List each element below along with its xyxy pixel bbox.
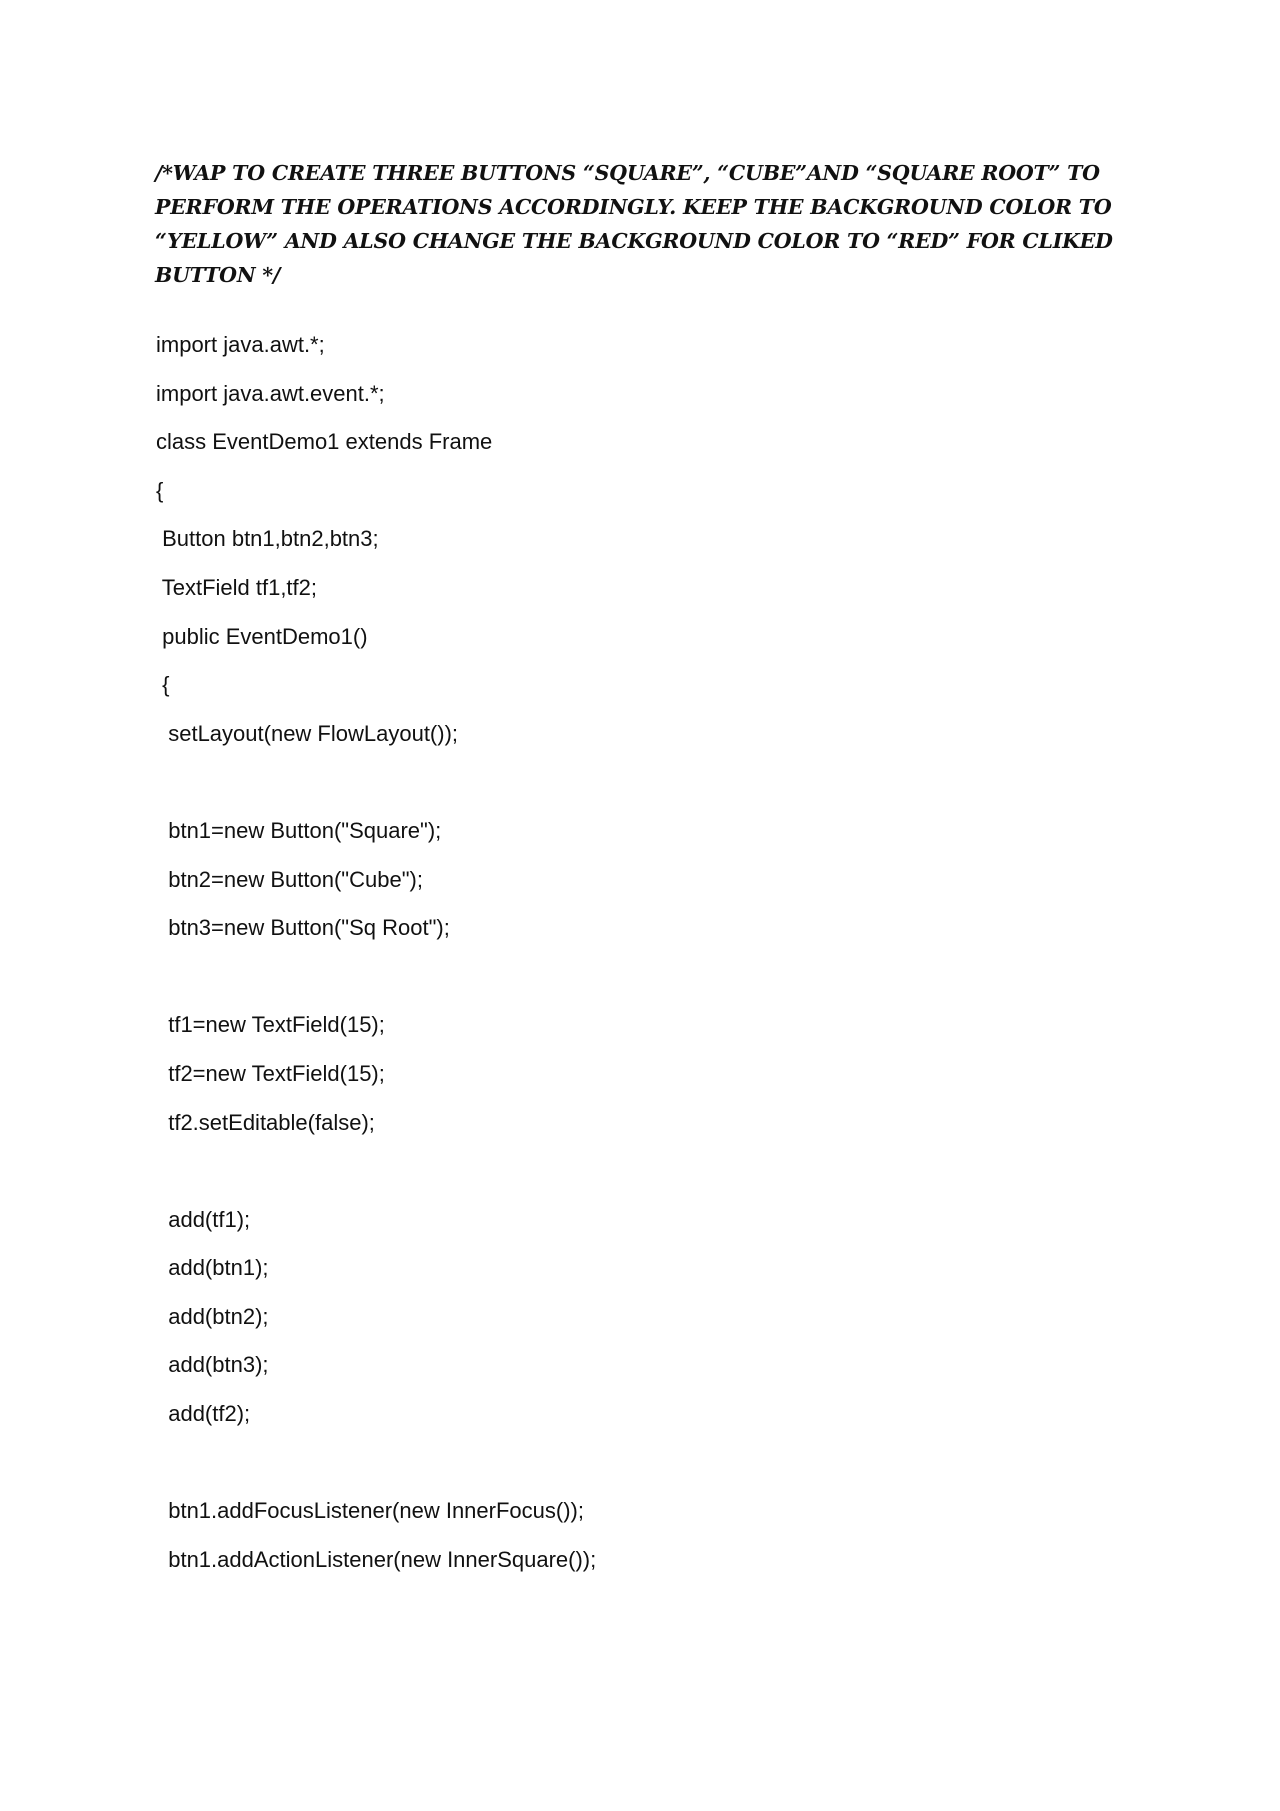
code-line: { <box>156 477 164 503</box>
code-line: add(btn1); <box>156 1255 269 1281</box>
code-line: TextField tf1,tf2; <box>156 574 318 600</box>
code-block <box>156 321 596 1584</box>
code-line: import java.awt.event.*; <box>156 380 385 406</box>
code-line: setLayout(new FlowLayout()); <box>156 720 459 746</box>
code-line: add(tf1); <box>156 1206 251 1232</box>
code-line: Button btn1,btn2,btn3; <box>156 526 379 552</box>
code-line: tf2.setEditable(false); <box>156 1109 375 1135</box>
code-line: add(btn3); <box>156 1352 269 1378</box>
program-heading: /*WAP TO CREATE THREE BUTTONS “SQUARE”, “CUBE”AND “SQUARE ROOT” TO PERFORM THE OPERATIONS ACCORDINGLY. KEEP THE BACKGROUND COLOR TO “YELLOW” AND ALSO CHANGE THE BACKGROUND COLOR TO “RED” FOR CLIKED BUTTON */ <box>155 161 1113 287</box>
code-line: import java.awt.*; <box>156 332 325 357</box>
code-line <box>156 1439 596 1488</box>
code-line: btn2=new Button("Cube"); <box>156 866 423 892</box>
code-line: class EventDemo1 extends Frame <box>156 429 493 455</box>
code-line: tf1=new TextField(15); <box>156 1012 385 1038</box>
code-line: btn3=new Button("Sq Root"); <box>156 915 450 941</box>
code-line: btn1.addFocusListener(new InnerFocus()); <box>156 1498 584 1524</box>
code-line: { <box>156 672 170 698</box>
code-line: add(btn2); <box>156 1303 269 1329</box>
code-line: btn1.addActionListener(new InnerSquare()); <box>156 1546 597 1572</box>
code-line: tf2=new TextField(15); <box>156 1060 385 1086</box>
code-line: public EventDemo1() <box>156 623 368 649</box>
code-line: add(tf2); <box>156 1401 251 1427</box>
code-line <box>156 758 596 807</box>
code-line: btn1=new Button("Square"); <box>156 817 442 843</box>
code-line <box>156 1147 596 1196</box>
code-line <box>156 953 596 1002</box>
